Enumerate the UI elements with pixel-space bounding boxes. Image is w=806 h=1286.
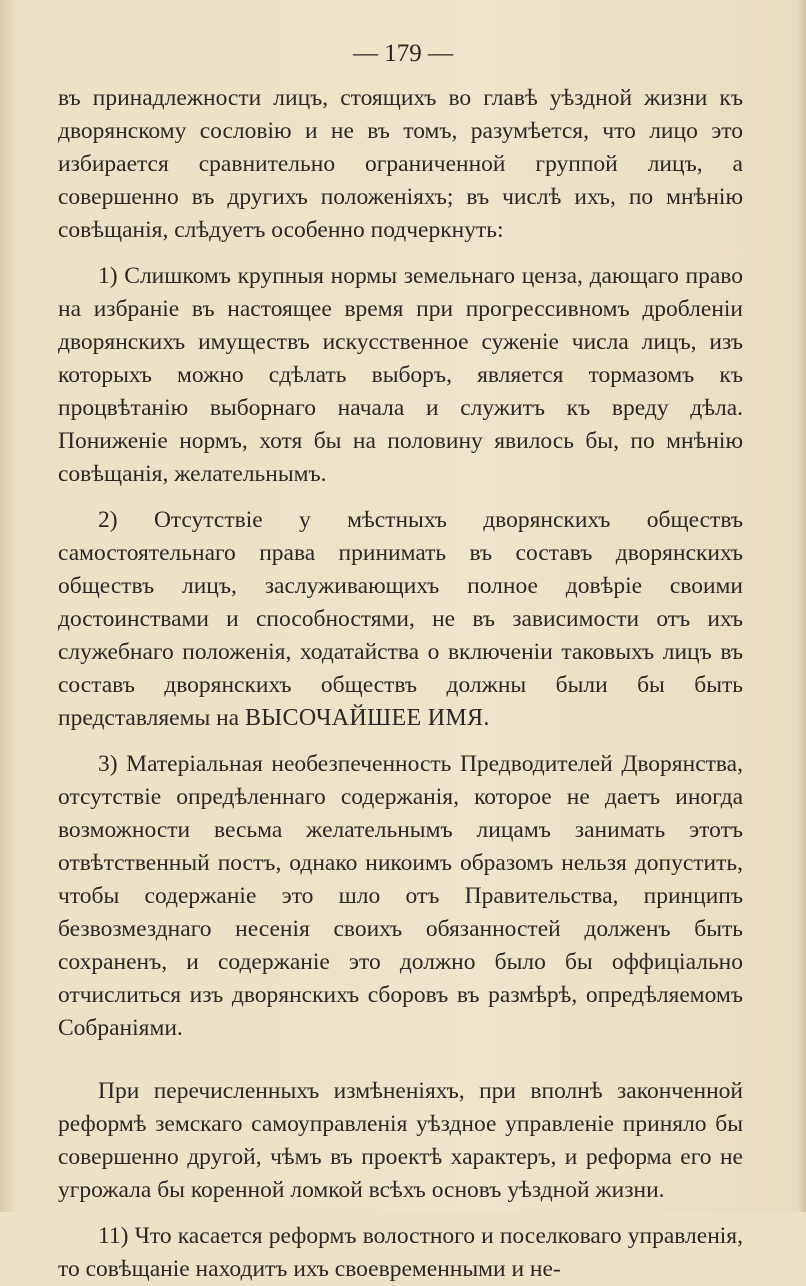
paragraph-point-11: 11) Что касается реформъ волостного и поселковаго управленія, то совѣщаніе находитъ ихъ своевременными и не- (58, 1223, 743, 1282)
page-number: — 179 — (353, 40, 453, 67)
paragraph-point-2 (58, 504, 743, 735)
paragraph-point-2-text: 2) Отсутствіе у мѣстныхъ дворянскихъ обществъ самостоятельнаго права принимать въ составъ дворянскихъ обществъ лицъ, заслуживающихъ полное довѣріе своими достоинствами и способностями, не въ зависимости отъ ихъ служебнаго положенія, ходатайства о включеніи таковыхъ лицъ въ составъ дворянскихъ обществъ должны были бы быть представляемы на (58, 507, 743, 731)
page-edge-shadow (798, 0, 806, 1212)
paragraph-point-3: 3) Матеріальная необезпеченность Предводителей Дворянства, отсутствіе опредѣленнаго содержанія, которое не даетъ иногда возможности весьма желательнымъ лицамъ занимать этотъ отвѣтственный постъ, однако никоимъ образомъ нельзя допустить, чтобы содержаніе это шло отъ Правительства, принципъ безвозмезднаго несенія своихъ обязанностей долженъ быть сохраненъ, и содержаніе это должно было бы оффиціально отчислиться изъ дворянскихъ сборовъ въ размѣрѣ, опредѣляемомъ Собраніями. (58, 751, 743, 1041)
page-body-text (58, 82, 743, 1286)
paragraph-summary: При перечисленныхъ измѣненіяхъ, при вполнѣ законченной реформѣ земскаго самоуправленія уѣздное управленіе приняло бы совершенно другой, чѣмъ въ проектѣ характеръ, и реформа его не угрожала бы коренной ломкой всѣхъ основъ уѣздной жизни. (58, 1078, 743, 1203)
paragraph-point-1: 1) Слишкомъ крупныя нормы земельнаго ценза, дающаго право на избраніе въ настоящее время при прогрессивномъ дробленіи дворянскихъ имуществъ искусственное суженіе числа лицъ, изъ которыхъ можно сдѣлать выборъ, является тормазомъ къ процвѣтанію выборнаго начала и служитъ къ вреду дѣла. Пониженіе нормъ, хотя бы на половину явилось бы, по мнѣнію совѣщанія, желательнымъ. (58, 263, 743, 487)
paragraph-intro: въ принадлежности лицъ, стоящихъ во главѣ уѣздной жизни къ дворянскому сословію и не въ томъ, разумѣется, что лицо это избирается сравнительно ограниченной группой лицъ, а совершенно въ другихъ положеніяхъ; въ числѣ ихъ, по мнѣнію совѣщанія, слѣдуетъ особенно подчеркнуть: (58, 85, 743, 243)
paragraph-point-2-caps: ВЫСОЧАЙШЕЕ ИМЯ. (245, 705, 490, 731)
